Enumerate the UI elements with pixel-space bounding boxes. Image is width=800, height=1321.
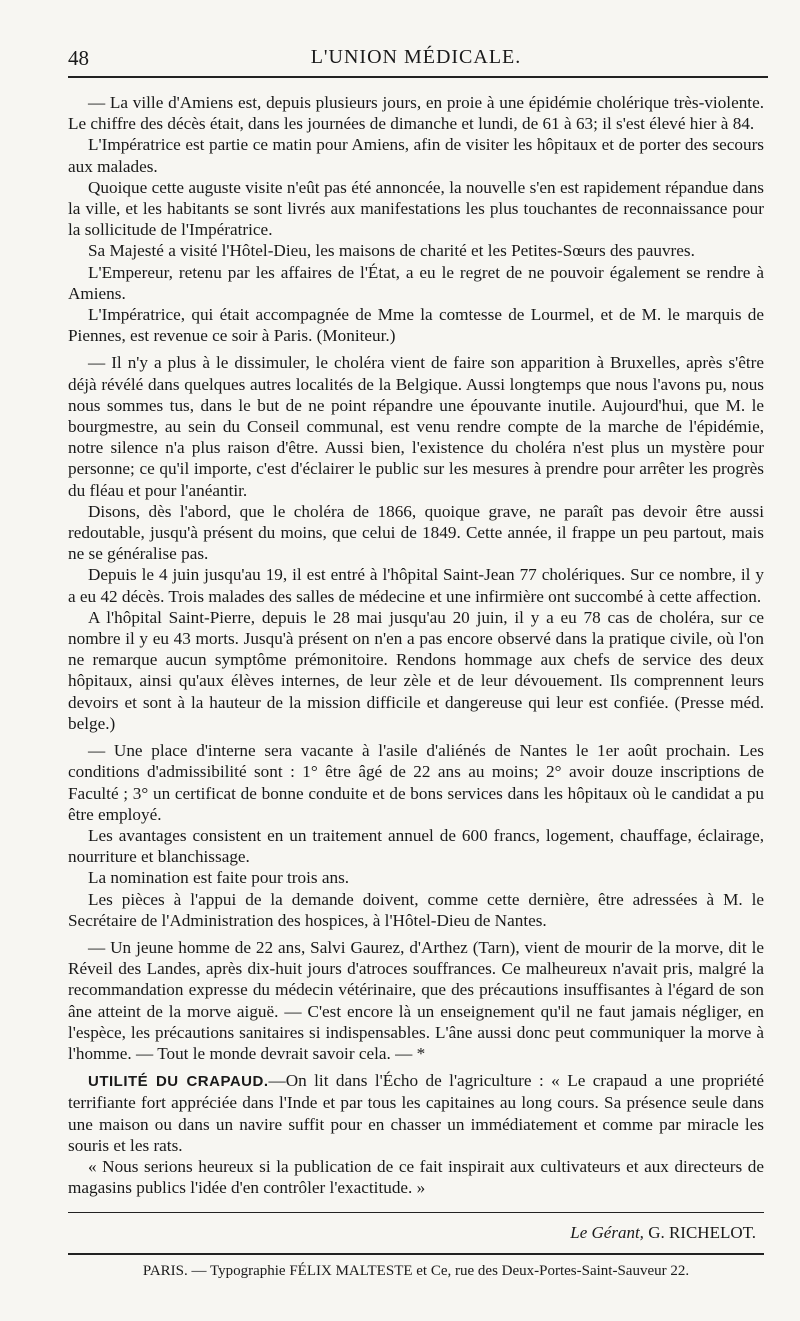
crapaud-text: —On lit dans l'Écho de l'agriculture : « Le crapaud a une propriété terrifiante fort appréciée dans l'Inde et par tous les capitaines au long cours. Sa présence seule dans une maison ou dans un navire suffit pour en chasser un immédiatement et comme par miracle les souris et les rats. <box>68 1071 764 1155</box>
footer-rule <box>68 1212 764 1213</box>
running-title: L'UNION MÉDICALE. <box>310 46 522 68</box>
gerant-signature <box>68 1223 764 1243</box>
journal-page <box>68 42 764 1280</box>
gerant-label: Le Gérant, <box>570 1223 644 1243</box>
page-header <box>68 42 764 76</box>
paragraph-avantages: Les avantages consistent en un traitement annuel de 600 francs, logement, chauffage, éclairage, nourriture et blanchissage. <box>68 825 764 867</box>
paragraph-crapaud-closing: « Nous serions heureux si la publication de ce fait inspirait aux cultivateurs et aux directeurs de magasins publics l'idée d'en contrôler l'exactitude. » <box>68 1156 764 1198</box>
paragraph-saint-pierre: A l'hôpital Saint-Pierre, depuis le 28 mai jusqu'au 20 juin, il y a eu 78 cas de choléra, sur ce nombre il y eu 43 morts. Jusqu'à présent on n'en a pas encore observé dans la pratique civile, où l'on ne remarque aucun symptôme prémonitoire. Rendons hommage aux chefs de service des deux hôpitaux, ainsi qu'aux élèves internes, de leur zèle et de leur dévouement. Ils comprennent leurs devoirs et sont à la hauteur de la mission difficile et dangereuse qui leur est confiée. (Presse méd. belge.) <box>68 607 764 733</box>
crapaud-heading: UTILITÉ DU CRAPAUD. <box>88 1073 269 1091</box>
paragraph-imperatrice-departure: L'Impératrice est partie ce matin pour Amiens, afin de visiter les hôpitaux et de porter des secours aux malades. <box>68 135 764 176</box>
paragraph-morve: — Un jeune homme de 22 ans, Salvi Gaurez, d'Arthez (Tarn), vient de mourir de la morve, dit le Réveil des Landes, après dix-huit jours d'atroces souffrances. Ce malheureux n'avait pris, malgré la recommandation expresse du médecin vétérinaire, que des précautions insuffisantes à l'égard de son âne atteint de la morve aiguë. — C'est encore là un enseignement qu'il ne faut jamais négliger, en l'espèce, les précautions sanitaires si indispensables. L'âne aussi donc peut communiquer la morve à l'homme. — Tout le monde devrait savoir cela. — * <box>68 937 764 1063</box>
paragraph-pieces: Les pièces à l'appui de la demande doivent, comme cette dernière, être adressées à M. le Secrétaire de l'Administration des hospices, à l'Hôtel-Dieu de Nantes. <box>68 889 764 930</box>
paragraph-return-paris: L'Impératrice, qui était accompagnée de Mme la comtesse de Lourmel, et de M. le marquis de Piennes, est revenue ce soir à Paris. (Moniteur.) <box>68 305 764 346</box>
paragraph-amiens-epidemic: — La ville d'Amiens est, depuis plusieurs jours, en proie à une épidémie cholérique très-violente. Le chiffre des décès était, dans les journées de dimanche et lundi, de 61 à 63; il s'est élevé hier à 84. <box>68 93 764 134</box>
printer-imprint: PARIS. — Typographie FÉLIX MALTESTE et Ce, rue des Deux-Portes-Saint-Sauveur 22. <box>142 1263 690 1280</box>
paragraph-visit-news: Quoique cette auguste visite n'eût pas été annoncée, la nouvelle s'en est rapidement répandue dans la ville, et les habitants se sont livrés aux manifestations les plus touchantes de reconnaissance pour la sollicitude de l'Impératrice. <box>68 177 764 240</box>
paragraph-bruxelles: — Il n'y a plus à le dissimuler, le choléra vient de faire son apparition à Bruxelles, après s'être déjà révélé dans quelques autres localités de la Belgique. Aussi longtemps que nous l'avons pu, nous nous sommes tus, dans le but de ne point répandre une épouvante inutile. Aujourd'hui, que M. le bourgmestre, au sein du Conseil communal, est venu rendre compte de la marche de l'épidémie, notre silence n'a plus raison d'être. Aussi bien, l'existence du choléra n'est plus un mystère pour personne; ce qu'il importe, c'est d'éclairer le public sur les mesures à prendre pour arrêter les progrès du fléau et pour l'anéantir. <box>68 353 764 500</box>
paragraph-nomination: La nomination est faite pour trois ans. <box>88 868 350 888</box>
paragraph-crapaud <box>68 1070 764 1156</box>
article-body <box>68 92 764 1198</box>
paragraph-saint-jean: Depuis le 4 juin jusqu'au 19, il est entré à l'hôpital Saint-Jean 77 cholériques. Sur ce nombre, il y a eu 42 décès. Trois malades des salles de médecine et une infirmière ont succombé à cette affection. <box>68 565 764 606</box>
paragraph-interne-nantes: — Une place d'interne sera vacante à l'asile d'aliénés de Nantes le 1er août prochain. Les conditions d'admissibilité sont : 1° être âgé de 22 ans au moins; 2° avoir douze inscriptions de Faculté ; 3° un certificat de bonne conduite et de bons services dans les hôpitaux où le candidat a pu être employé. <box>68 741 764 824</box>
paragraph-cholera-1866: Disons, dès l'abord, que le choléra de 1866, quoique grave, ne paraît pas devoir être aussi redoutable, jusqu'à présent du moins, que celui de 1849. Cette année, il frappe un peu partout, mais ne se généralise pas. <box>68 501 764 564</box>
page-number: 48 <box>68 46 89 70</box>
paragraph-empereur: L'Empereur, retenu par les affaires de l'État, a eu le regret de ne pouvoir également se rendre à Amiens. <box>68 262 764 303</box>
paragraph-hotel-dieu: Sa Majesté a visité l'Hôtel-Dieu, les maisons de charité et les Petites-Sœurs des pauvres. <box>88 241 695 261</box>
imprint-rule <box>68 1253 764 1255</box>
header-rule <box>68 76 768 78</box>
gerant-name: G. RICHELOT. <box>648 1223 756 1243</box>
